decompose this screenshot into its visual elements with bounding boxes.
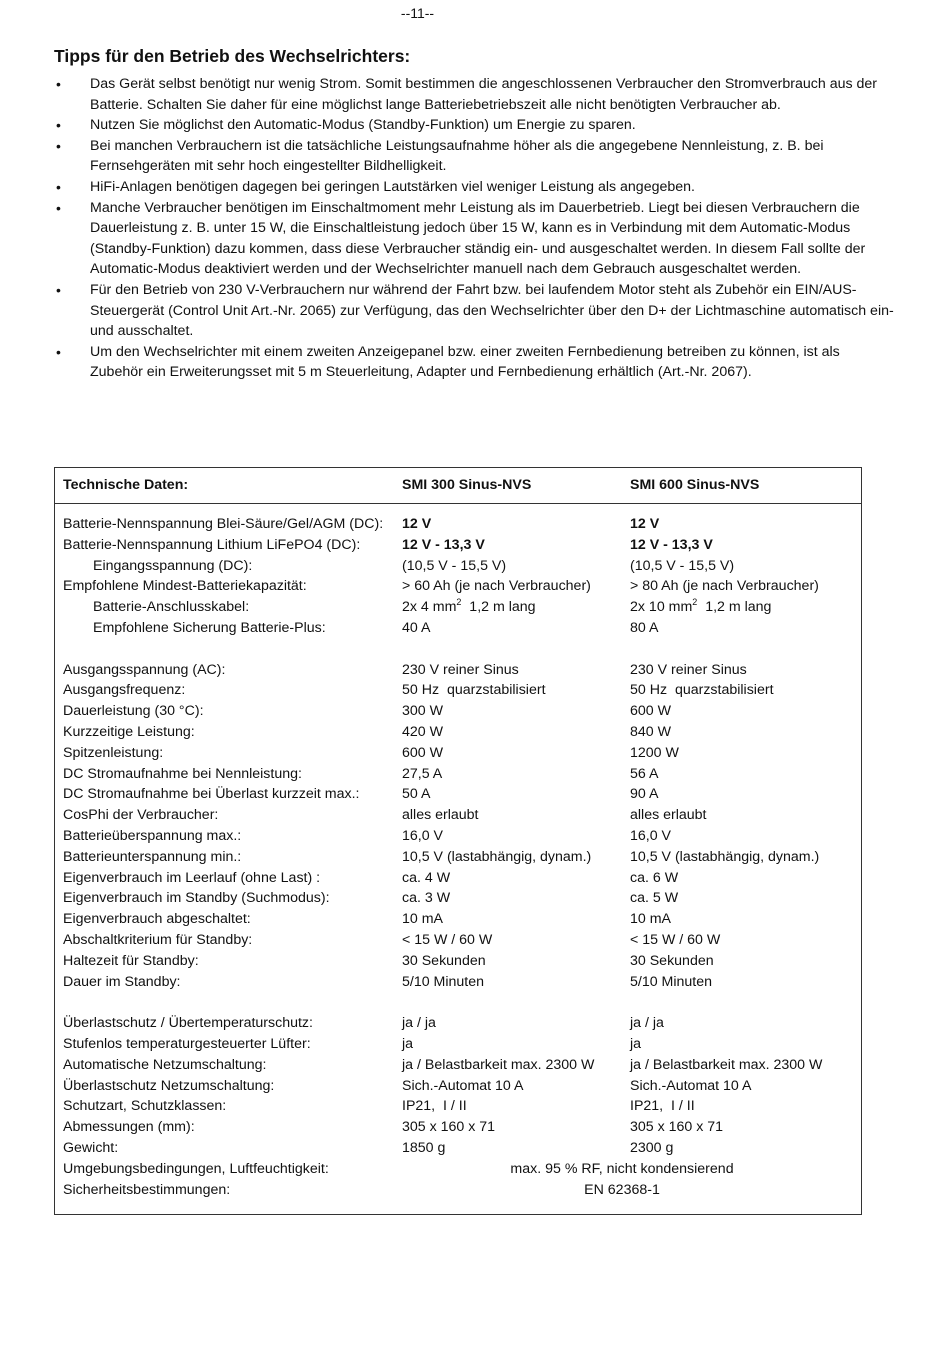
row-value-a: 305 x 160 x 71 (402, 1119, 496, 1136)
row-label: Stufenlos temperaturgesteuerter Lüfter: (63, 1035, 311, 1052)
row-label: Kurzzeitige Leistung: (63, 723, 195, 740)
row-value-a: 12 V - 13,3 V (402, 536, 485, 553)
table-row (55, 784, 861, 805)
row-label: Spitzenleistung: (63, 744, 164, 761)
table-row (55, 1138, 861, 1159)
row-value-a: 230 V reiner Sinus (402, 661, 519, 678)
row-label: Ausgangsfrequenz: (63, 682, 186, 699)
row-label: Batterie-Nennspannung Blei-Säure/Gel/AGM (DC): (63, 516, 384, 532)
row-label: Batterie-Anschlusskabel: (93, 599, 250, 616)
header-label: Technische Daten: (63, 477, 189, 493)
table-row (55, 1013, 861, 1034)
tip-item: • Nutzen Sie möglichst den Automatic-Modus (Standby-Funktion) um Energie zu sparen. (54, 115, 894, 136)
tip-item: • Manche Verbraucher benötigen im Einschaltmoment mehr Leistung als im Dauerbetrieb. Liegt bei diesen Verbrauchern die Dauerleistung z. B. unter 15 W, die Einschaltleistung jedoch über 15 W, kann es in Verbindung mit dem Automatic-Modus (Standby-Funktion) dazu kommen, dass diese Verbraucher ständig ein- und ausgeschaltet werden. In diesem Fall sollte der Automatic-Modus deaktiviert werden und der Wechselrichter manuell nach dem Gebrauch ausgeschaltet werden. (54, 198, 894, 280)
row-label: CosPhi der Verbraucher: (63, 807, 219, 824)
table-row (55, 909, 861, 930)
row-value-a: alles erlaubt (402, 807, 479, 824)
row-value-b: 2300 g (630, 1139, 674, 1156)
row-value-b: 305 x 160 x 71 (630, 1119, 724, 1136)
row-value-a: 30 Sekunden (402, 952, 486, 969)
row-value-a: 40 A (402, 619, 431, 636)
row-label: Batterieüberspannung max.: (63, 827, 242, 844)
row-value-b: 16,0 V (630, 827, 672, 844)
row-value-b: ca. 6 W (630, 869, 679, 886)
table-row (55, 951, 861, 972)
row-label: Sicherheitsbestimmungen: (63, 1181, 231, 1198)
table-row (55, 826, 861, 847)
row-value-b: 600 W (630, 703, 672, 720)
row-value-b: (10,5 V - 15,5 V) (630, 557, 735, 574)
header-model-b: SMI 600 Sinus-NVS (630, 477, 760, 493)
table-row (55, 1159, 861, 1180)
row-label: Ausgangsspannung (AC): (63, 661, 226, 678)
row-value-a: < 15 W / 60 W (402, 931, 493, 948)
row-value-a: ja / ja (402, 1015, 436, 1032)
table-row (55, 701, 861, 722)
row-value-b: 10 mA (630, 911, 672, 928)
table-row (55, 618, 861, 639)
table-row (55, 972, 861, 993)
table-row (55, 743, 861, 764)
table-row (55, 597, 861, 618)
row-value-a: 12 V (402, 516, 432, 532)
table-row (55, 868, 861, 889)
table-row (55, 556, 861, 577)
row-value-b: 30 Sekunden (630, 952, 714, 969)
row-value-a: IP21, I / II (402, 1098, 467, 1115)
row-label: Empfohlene Mindest-Batteriekapazität: (63, 578, 307, 595)
row-label: Automatische Netzumschaltung: (63, 1056, 267, 1073)
table-row (55, 764, 861, 785)
table-row (55, 680, 861, 701)
table-row (55, 1180, 861, 1201)
row-label: DC Stromaufnahme bei Überlast kurzzeit max.: (63, 786, 360, 803)
row-value-b: 12 V - 13,3 V (630, 536, 713, 553)
table-row (55, 1034, 861, 1055)
row-value-a: 50 A (402, 786, 431, 803)
row-label: Schutzart, Schutzklassen: (63, 1098, 227, 1115)
row-value-b: 1200 W (630, 744, 679, 761)
row-value-b: < 15 W / 60 W (630, 931, 721, 948)
row-value-b: Sich.-Automat 10 A (630, 1077, 752, 1094)
row-label: Umgebungsbedingungen, Luftfeuchtigkeit: (63, 1160, 329, 1177)
table-body (55, 514, 861, 1200)
row-value-a: > 60 Ah (je nach Verbraucher) (402, 578, 591, 595)
tip-item: • HiFi-Anlagen benötigen dagegen bei geringen Lautstärken viel weniger Leistung als angegeben. (54, 177, 894, 198)
row-value-a: ca. 4 W (402, 869, 451, 886)
row-value-b: ja / Belastbarkeit max. 2300 W (630, 1056, 823, 1073)
row-value-b: 5/10 Minuten (630, 973, 713, 990)
row-label: Eingangsspannung (DC): (93, 557, 253, 574)
row-value-b: ja / ja (630, 1015, 664, 1032)
row-value-b: 2x 10 $mm^2$ 1,2 m lang (630, 597, 772, 616)
header-model-a: SMI 300 Sinus-NVS (402, 477, 532, 493)
row-value-b: ca. 5 W (630, 890, 679, 907)
page-number: --11-- (400, 5, 435, 21)
row-label: Eigenverbrauch abgeschaltet: (63, 911, 251, 928)
table-row (55, 847, 861, 868)
row-value-a: 16,0 V (402, 827, 444, 844)
table-row (55, 1096, 861, 1117)
row-label: Abmessungen (mm): (63, 1119, 195, 1136)
row-label: Abschaltkriterium für Standby: (63, 931, 253, 948)
row-label: Haltezeit für Standby: (63, 952, 199, 969)
row-label: Überlastschutz / Übertemperaturschutz: (63, 1015, 313, 1032)
table-row (55, 722, 861, 743)
row-value-a: 10,5 V (lastabhängig, dynam.) (402, 848, 592, 865)
row-value-a: 300 W (402, 703, 444, 720)
tip-item: • Das Gerät selbst benötigt nur wenig Strom. Somit bestimmen die angeschlossenen Verbraucher den Stromverbrauch aus der Batterie. Schalten Sie daher für eine möglichst lange Batteriebetriebszeit alle nicht benötigten Verbraucher ab. (54, 74, 894, 115)
table-row (55, 1117, 861, 1138)
tip-item: • Für den Betrieb von 230 V-Verbrauchern nur während der Fahrt bzw. bei laufendem Motor steht als Zubehör ein EIN/AUS-Steuergerät (Control Unit Art.-Nr. 2065) zur Verfügung, das den Wechselrichter über den D+ der Lichtmaschine automatisch ein- und ausschaltet. (54, 280, 894, 342)
table-row (55, 514, 861, 535)
row-value-a: 420 W (402, 723, 444, 740)
row-spacer (55, 992, 861, 1013)
row-value-b: IP21, I / II (630, 1098, 695, 1115)
table-row (55, 888, 861, 909)
row-label: Eigenverbrauch im Standby (Suchmodus): (63, 890, 330, 907)
row-label: Batterie-Nennspannung Lithium LiFePO4 (DC): (63, 536, 361, 553)
row-value-a: 27,5 A (402, 765, 443, 782)
row-value-a: 50 Hz quarzstabilisiert (402, 682, 546, 699)
row-value-a: ca. 3 W (402, 890, 451, 907)
table-row (55, 805, 861, 826)
row-value-b: ja (630, 1035, 642, 1052)
row-value-a: (10,5 V - 15,5 V) (402, 557, 507, 574)
row-label: Gewicht: (63, 1139, 119, 1156)
table-row (55, 660, 861, 681)
table-row (55, 535, 861, 556)
row-value-b: alles erlaubt (630, 807, 707, 824)
row-label: Dauerleistung (30 °C): (63, 703, 204, 720)
row-value-a: ja (402, 1035, 414, 1052)
row-label: Dauer im Standby: (63, 973, 181, 990)
row-value-b: 90 A (630, 786, 659, 803)
table-row (55, 1055, 861, 1076)
row-value-b: 10,5 V (lastabhängig, dynam.) (630, 848, 820, 865)
row-value-span: EN 62368-1 (584, 1181, 660, 1198)
table-row (55, 576, 861, 597)
row-label: Batterieunterspannung min.: (63, 848, 242, 865)
row-label: Überlastschutz Netzumschaltung: (63, 1077, 275, 1094)
row-value-b: 12 V (630, 516, 660, 532)
row-spacer (55, 639, 861, 660)
table-row (55, 1076, 861, 1097)
row-value-a: 2x 4 $mm^2$ 1,2 m lang (402, 597, 536, 616)
row-label: Empfohlene Sicherung Batterie-Plus: (93, 619, 326, 636)
table-header (55, 468, 861, 504)
row-value-b: 230 V reiner Sinus (630, 661, 747, 678)
tip-item: • Bei manchen Verbrauchern ist die tatsächliche Leistungsaufnahme höher als die angegebene Nennleistung, z. B. bei Fernsehgeräten mit sehr hoch eingestellter Bildhelligkeit. (54, 136, 894, 177)
row-value-b: 840 W (630, 723, 672, 740)
section-title: Tipps für den Betrieb des Wechselrichters: (54, 46, 411, 66)
row-value-a: Sich.-Automat 10 A (402, 1077, 524, 1094)
row-value-a: 1850 g (402, 1139, 446, 1156)
row-value-span: max. 95 % RF, nicht kondensierend (510, 1160, 734, 1177)
row-value-b: 50 Hz quarzstabilisiert (630, 682, 774, 699)
tip-item: • Um den Wechselrichter mit einem zweiten Anzeigepanel bzw. einer zweiten Fernbedienung betreiben zu können, ist als Zubehör ein Erweiterungsset mit 5 m Steuerleitung, Adapter und Fernbedienung erhältlich (Art.-Nr. 2067). (54, 342, 894, 383)
row-value-b: > 80 Ah (je nach Verbraucher) (630, 578, 819, 595)
row-value-a: 600 W (402, 744, 444, 761)
row-value-a: ja / Belastbarkeit max. 2300 W (402, 1056, 595, 1073)
technical-data-table (54, 467, 862, 1215)
row-value-b: 80 A (630, 619, 659, 636)
row-label: DC Stromaufnahme bei Nennleistung: (63, 765, 302, 782)
tips-list (54, 74, 894, 383)
row-label: Eigenverbrauch im Leerlauf (ohne Last) : (63, 869, 321, 886)
row-value-a: 5/10 Minuten (402, 973, 485, 990)
table-row (55, 930, 861, 951)
row-value-a: 10 mA (402, 911, 444, 928)
row-value-b: 56 A (630, 765, 659, 782)
